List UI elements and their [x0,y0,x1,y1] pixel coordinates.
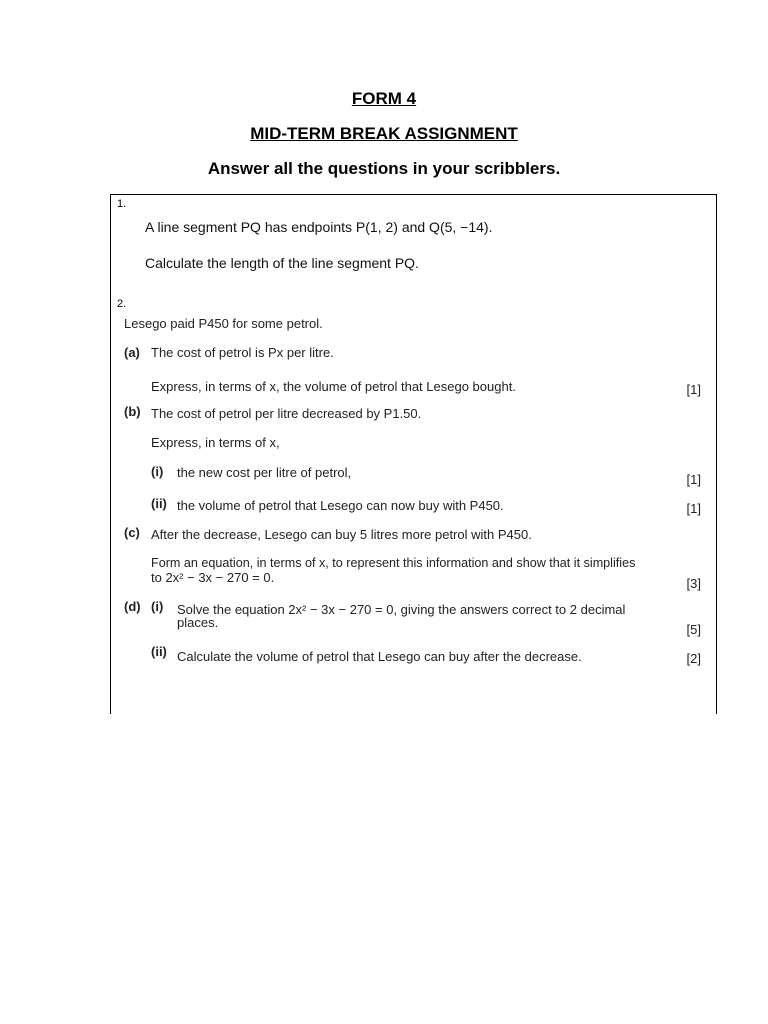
part-d-i-line-1: Solve the equation 2x² − 3x − 270 = 0, giving the answers correct to 2 decimal [177,602,626,617]
part-b-i-text: the new cost per litre of petrol, [177,465,352,480]
part-c-mark: [3] [686,576,701,591]
form-heading: FORM 4 [351,89,417,108]
questions-box [110,194,717,714]
part-a-stem: The cost of petrol is Px per litre. [151,345,334,360]
part-d-ii-label: (ii) [151,644,167,659]
part-d-i-label: (i) [151,599,164,614]
part-b-task: Express, in terms of x, [151,435,280,450]
question-2-intro: Lesego paid P450 for some petrol. [124,316,323,331]
part-b-i-label: (i) [151,464,164,479]
part-b-ii-text: the volume of petrol that Lesego can now buy with P450. [177,498,504,513]
part-b-label: (b) [124,404,141,419]
part-b-i-mark: [1] [686,472,701,487]
part-d-i-mark: [5] [686,622,701,637]
part-a-task: Express, in terms of x, the volume of petrol that Lesego bought. [151,379,516,394]
part-b-ii-mark: [1] [686,501,701,516]
part-c-task-line-2: to 2x² − 3x − 270 = 0. [151,570,275,585]
part-c-task-line-1: Form an equation, in terms of x, to represent this information and show that it simplifies [151,556,636,570]
part-b-stem: The cost of petrol per litre decreased by P1.50. [151,406,422,421]
instruction-text: Answer all the questions in your scribblers. [207,159,561,178]
part-d-ii-mark: [2] [686,651,701,666]
part-c-stem: After the decrease, Lesego can buy 5 litres more petrol with P450. [151,527,532,542]
part-b-ii-label: (ii) [151,496,167,511]
part-d-label: (d) [124,599,141,614]
part-a-mark: [1] [686,382,701,397]
assignment-title: MID-TERM BREAK ASSIGNMENT [250,124,518,143]
part-c-label: (c) [124,525,140,540]
part-a-label: (a) [124,345,140,360]
question-1-number: 1. [117,198,127,210]
question-2-number: 2. [117,298,127,310]
part-d-ii-text: Calculate the volume of petrol that Lesego can buy after the decrease. [177,649,582,664]
part-d-i-line-2: places. [177,615,219,630]
question-1-line-2: Calculate the length of the line segment PQ. [145,255,419,271]
question-1-line-1: A line segment PQ has endpoints P(1, 2) and Q(5, −14). [145,219,493,235]
